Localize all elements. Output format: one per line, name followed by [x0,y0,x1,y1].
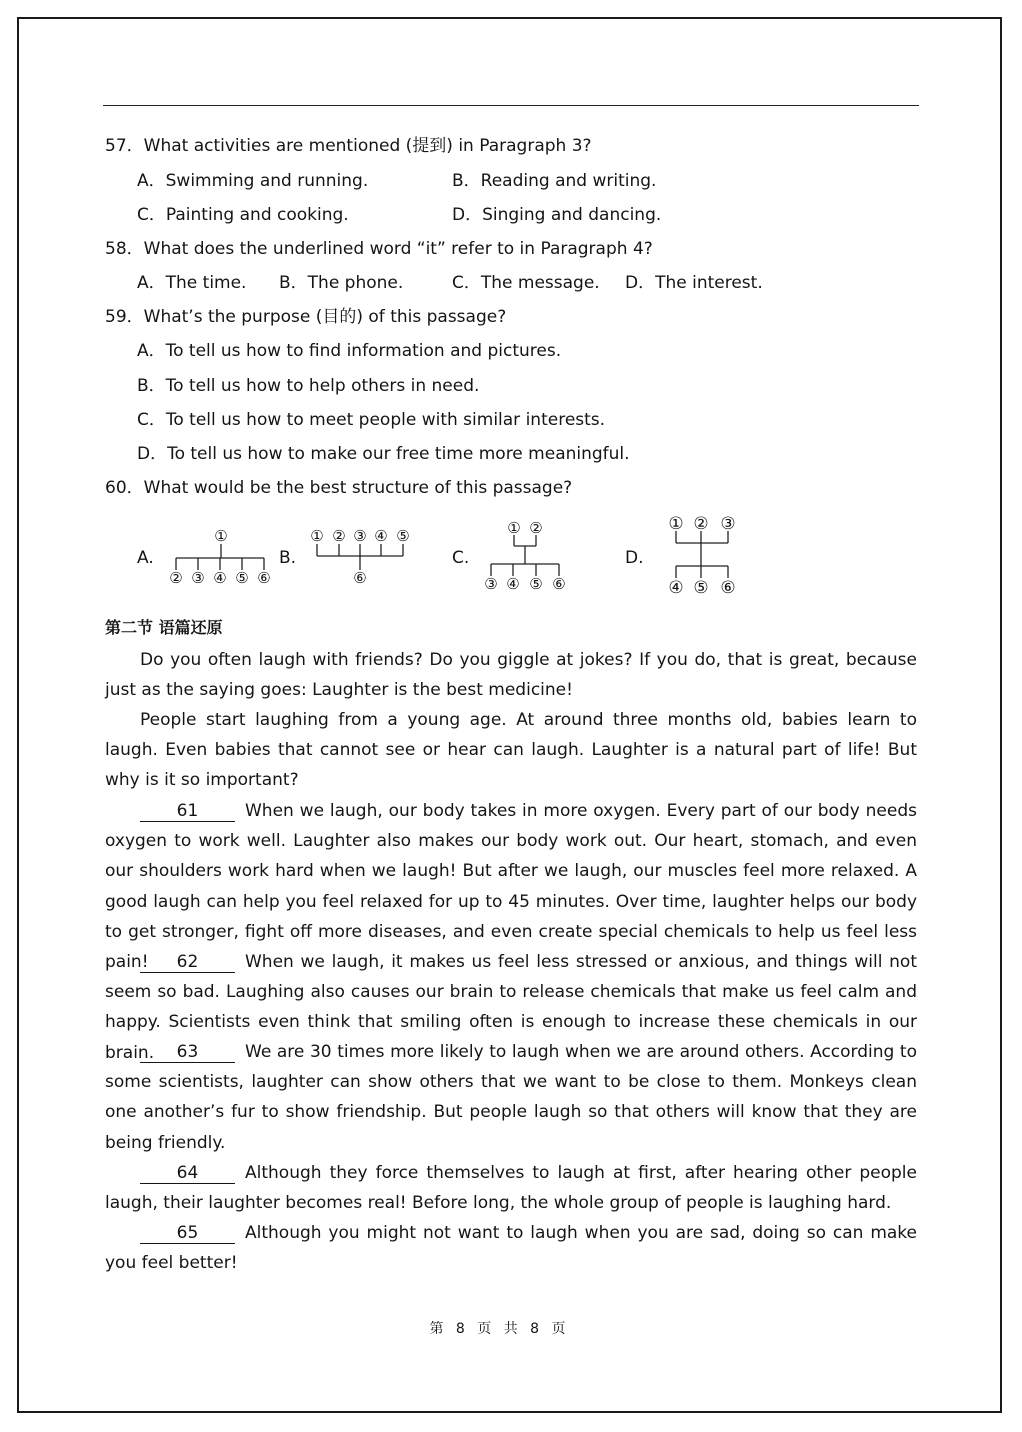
section-title: 第二节 语篇还原 [105,618,223,637]
blank-63[interactable]: 63 [140,1042,235,1063]
q60-option-c-label: C. [452,548,470,568]
q60-option-d-label: D. [625,548,644,568]
structure-a-node-5: ⑤ [235,569,249,587]
structure-b-node-2: ② [332,527,346,545]
structure-d-node-6: ⑥ [720,578,736,598]
blank-64[interactable]: 64 [140,1163,235,1184]
paragraph-text: Although they force themselves to laugh at first, after hearing other people laugh, their laughter becomes real! Before long, the whole group of people is laughing hard. [105,1163,917,1214]
paragraph-64 [105,1158,917,1218]
paragraph-text: Although you might not want to laugh when you are sad, doing so can make you feel better! [105,1223,917,1274]
structure-c-node-4: ④ [506,575,520,593]
structure-a-node-6: ⑥ [257,569,271,587]
paragraph-63 [105,1037,917,1158]
paragraph-text: Do you often laugh with friends? Do you giggle at jokes? If you do, that is great, because just as the saying goes: Laughter is the best medicine! [105,650,917,701]
q57-option-b: B．Reading and writing. [452,171,657,191]
q59-option-d: D．To tell us how to make our free time more meaningful. [137,444,630,464]
footer-ye: 页 [477,1321,493,1337]
q59-option-b: B．To tell us how to help others in need. [137,376,480,396]
footer-total-pages: 8 [530,1321,541,1337]
structure-d-node-3: ③ [720,514,736,534]
footer-gong: 共 [503,1321,519,1337]
paragraph-text: When we laugh, it makes us feel less stressed or anxious, and things will not seem so bad. Laughing also causes our brain to release chemicals that make us feel calm and happy. Scientists even think that smiling often is enough to increase these chemicals in our brain. [105,952,917,1063]
blank-61[interactable]: 61 [140,801,235,822]
question-60: 60．What would be the best structure of this passage? [105,478,573,498]
q57-option-c: C．Painting and cooking. [137,205,349,225]
paragraph-text: People start laughing from a young age. At around three months old, babies learn to laugh. Even babies that cannot see or hear can laugh. Laughter is a natural part of life! But why is it so important? [105,710,917,791]
structure-a-node-4: ④ [213,569,227,587]
structure-d-node-2: ② [693,514,709,534]
structure-b-lines [317,544,403,570]
q58-option-c: C．The message. [452,273,600,293]
structure-c-lines [491,535,559,576]
q60-option-a-label: A. [137,548,154,568]
q57-option-a: A．Swimming and running. [137,171,369,191]
question-57: 57．What activities are mentioned (提到) in Paragraph 3? [105,136,592,156]
structure-b-node-4: ④ [374,527,388,545]
structure-c-node-3: ③ [484,575,498,593]
structure-c-node-1: ① [507,519,521,537]
structure-a-node-3: ③ [191,569,205,587]
footer-page-number: 8 [455,1321,466,1337]
q58-option-b: B．The phone. [279,273,404,293]
paragraph-text: When we laugh, our body takes in more oxygen. Every part of our body needs oxygen to work well. Laughter also makes our body work out. Our heart, stomach, and even our shoulders work hard when we laugh! But after we laugh, our muscles feel more relaxed. A good laugh can help you feel relaxed for up to 45 minutes. Over time, laughter helps our body to get stronger, fight off more diseases, and even create special chemicals to help us feel less pain! [105,801,917,973]
structure-a-lines [176,544,264,570]
footer-di: 第 [429,1321,445,1337]
page-footer [0,1318,996,1338]
paragraph-65 [105,1218,917,1278]
paragraph-2 [105,705,917,796]
structure-b-node-1: ① [310,527,324,545]
structure-b-node-6: ⑥ [353,569,367,587]
structure-d-node-4: ④ [668,578,684,598]
structure-b-node-5: ⑤ [396,527,410,545]
q59-option-c: C．To tell us how to meet people with similar interests. [137,410,606,430]
q58-option-d: D．The interest. [625,273,763,293]
paragraph-intro [105,645,917,705]
blank-62[interactable]: 62 [140,952,235,973]
q57-option-d: D．Singing and dancing. [452,205,662,225]
structure-a-node-1: ① [214,527,228,545]
footer-ye-2: 页 [551,1321,567,1337]
structure-d-node-1: ① [668,514,684,534]
structure-c-node-2: ② [529,519,543,537]
blank-65[interactable]: 65 [140,1223,235,1244]
question-59: 59．What’s the purpose (目的) of this passage? [105,307,507,327]
q59-option-a: A．To tell us how to find information and pictures. [137,341,562,361]
structure-d-lines [676,531,728,578]
structure-a-node-2: ② [169,569,183,587]
q60-option-b-label: B. [279,548,297,568]
structure-diagrams [0,0,1022,620]
structure-c-node-5: ⑤ [529,575,543,593]
structure-c-node-6: ⑥ [552,575,566,593]
q58-option-a: A．The time. [137,273,247,293]
paragraph-text: We are 30 times more likely to laugh when we are around others. According to some scientists, laughter can show others that we want to be close to them. Monkeys clean one another’s fur to show friendship. But people laugh so that others will know that they are being friendly. [105,1042,917,1153]
structure-b-node-3: ③ [353,527,367,545]
question-58: 58．What does the underlined word “it” refer to in Paragraph 4? [105,239,653,259]
structure-d-node-5: ⑤ [693,578,709,598]
